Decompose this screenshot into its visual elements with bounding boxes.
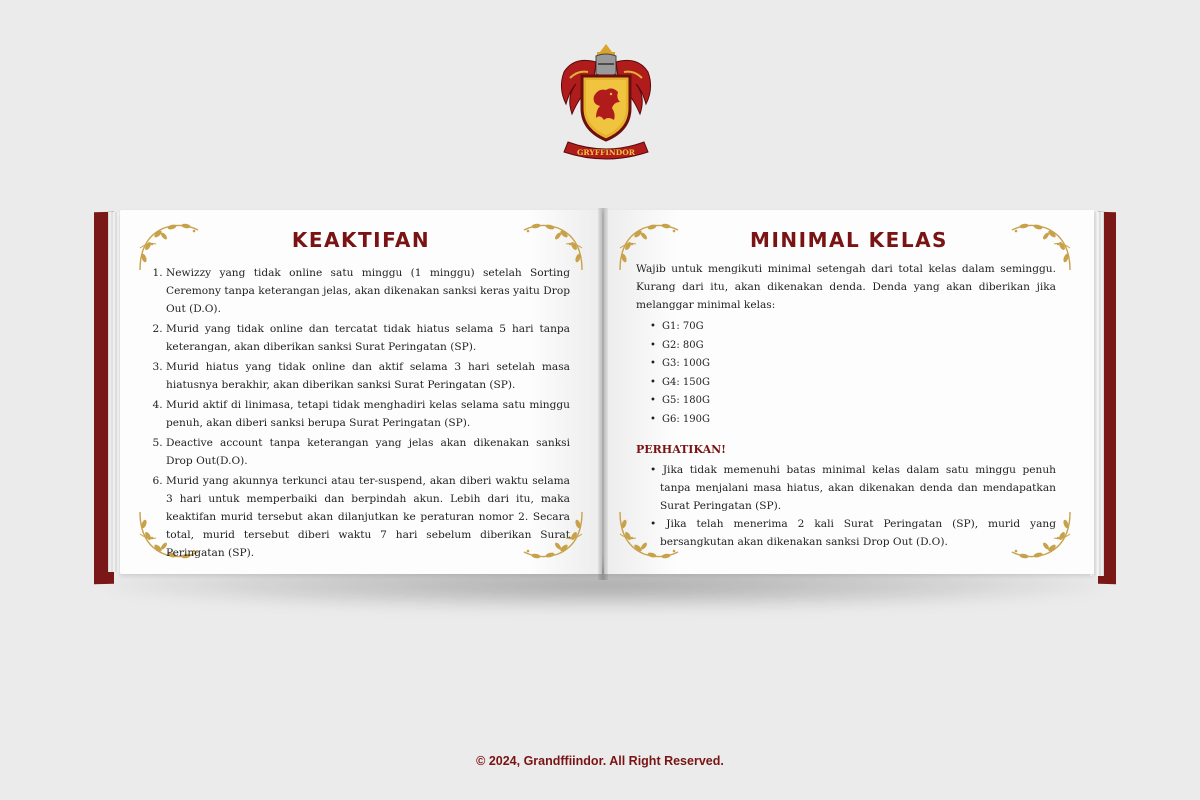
fine-item: • G2: 80G bbox=[650, 337, 1056, 356]
rule-item: 4. Murid aktif di linimasa, tetapi tidak menghadiri kelas selama satu minggu penuh, akan diberi sanksi berupa Surat Peringatan (SP). bbox=[166, 396, 570, 432]
gryffindor-crest-icon bbox=[556, 38, 656, 162]
crest-banner-text: GRYFFINDOR bbox=[576, 148, 636, 157]
fine-item: • G4: 150G bbox=[650, 374, 1056, 393]
rule-item: 3. Murid hiatus yang tidak online dan aktif selama 3 hari setelah masa hiatusnya berakhir, akan diberikan sanksi Surat Peringatan (SP). bbox=[166, 358, 570, 394]
fine-item: • G1: 70G bbox=[650, 318, 1056, 337]
fine-item: • G3: 100G bbox=[650, 355, 1056, 374]
rule-item: 2. Murid yang tidak online dan tercatat tidak hiatus selama 5 hari tanpa keterangan, akan diberikan sanksi Surat Peringatan (SP). bbox=[166, 320, 570, 356]
right-page bbox=[604, 210, 1094, 574]
note-item: • Jika tidak memenuhi batas minimal kelas dalam satu minggu penuh tanpa menjalani masa hiatus, akan dikenakan denda dan mendapatkan Surat Peringatan (SP). bbox=[650, 461, 1056, 515]
left-page bbox=[120, 210, 602, 574]
rule-item: 5. Deactive account tanpa keterangan yang jelas akan dikenakan sanksi Drop Out(D.O). bbox=[166, 434, 570, 470]
rules-list bbox=[152, 264, 570, 562]
fine-item: • G5: 180G bbox=[650, 392, 1056, 411]
minimal-kelas-content bbox=[636, 260, 1056, 551]
fines-list bbox=[636, 318, 1056, 429]
copyright-footer: © 2024, Grandffiindor. All Right Reserved. bbox=[476, 754, 724, 768]
book-spine bbox=[598, 208, 608, 580]
page-title-keaktifan: KEAKTIFAN bbox=[291, 228, 431, 252]
attention-heading: PERHATIKAN! bbox=[636, 443, 726, 456]
fine-item: • G6: 190G bbox=[650, 411, 1056, 430]
page-title-minimal-kelas: MINIMAL KELAS bbox=[750, 228, 948, 252]
notes-list bbox=[636, 461, 1056, 551]
keaktifan-rules bbox=[152, 264, 570, 564]
rule-item: 1. Newizzy yang tidak online satu minggu (1 minggu) setelah Sorting Ceremony tanpa keterangan jelas, akan dikenakan sanksi keras yaitu Drop Out (D.O). bbox=[166, 264, 570, 318]
rule-item: 6. Murid yang akunnya terkunci atau ter-suspend, akan diberi waktu selama 3 hari untuk memperbaiki dan berpindah akun. Lebih dari itu, maka keaktifan murid tersebut akan dilanjutkan ke peraturan nomor 2. Secara total, murid tersebut diberi waktu 7 hari sebelum diberikan Surat Peringatan (SP). bbox=[166, 472, 570, 562]
intro-paragraph: Wajib untuk mengikuti minimal setengah dari total kelas dalam seminggu. Kurang dari itu, akan dikenakan denda. Denda yang akan diberikan jika melanggar minimal kelas: bbox=[636, 263, 1056, 311]
note-item: • Jika telah menerima 2 kali Surat Peringatan (SP), murid yang bersangkutan akan dikenakan sanksi Drop Out (D.O). bbox=[650, 515, 1056, 551]
